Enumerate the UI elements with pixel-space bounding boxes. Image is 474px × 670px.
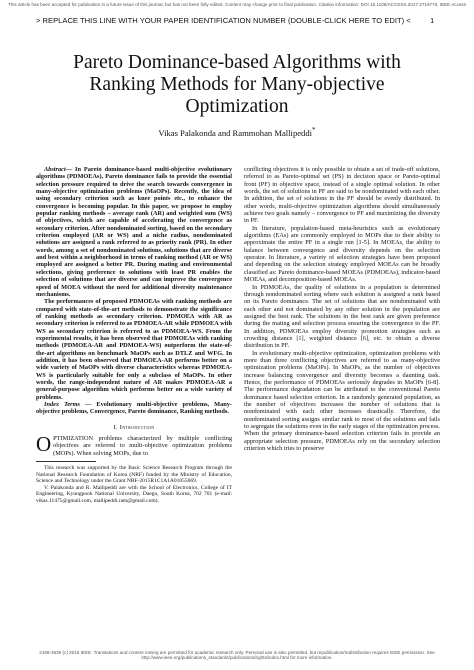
abstract <box>36 166 232 298</box>
footnote-divider <box>36 461 96 462</box>
paper-title: Pareto Dominance-based Algorithms with Ranking Methods for Many-objective Optimization <box>73 52 401 117</box>
index-terms-body: — Evolutionary multi-objective problems, Many-objective problems, Convergence, Pareto dominance, Ranking methods. <box>36 401 233 416</box>
paper-id-header[interactable]: > REPLACE THIS LINE WITH YOUR PAPER IDENTIFICATION NUMBER (DOUBLE-CLICK HERE TO EDIT) < <box>36 16 411 25</box>
body-paragraph: In literature, population-based meta-heuristics such as evolutionary algorithms (EAs) are commonly employed to MOPs due to their ability to approximate the entire PF in a single run [1-5]. In MOEAs, the ability to balance between convergence and diversity depends on the selection operator. In literature, a variety of selection strategies have been proposed and depending on the selection strategy employed MOEAs can be broadly classified as: Pareto dominance-based MOEAs (PDMOEAs), indicator-based MOEAs, and decomposition-based MOEAs. <box>244 224 440 284</box>
abstract-label: Abstract <box>44 166 66 173</box>
authors: Vikas Palakonda and Rammohan Mallipeddi <box>158 127 313 138</box>
drop-cap: O <box>36 432 52 457</box>
right-column <box>244 166 440 452</box>
footnote-funding: This research was supported by the Basic Science Research Program through the National Research Foundation of Korea (NRF) funded by the Ministry of Education, Science and Technology under the Grant NRF-2015R1C1A1A01055669. <box>36 465 232 485</box>
publication-notice: This article has been accepted for publication in a future issue of this journal, but has not been fully edited. Content may change prior to final publication. Citation information: DOI 10.1109/ACCESS.2017.2716779, IEEE Access <box>7 2 467 7</box>
intro-first-word: PTIMIZATION <box>53 435 94 443</box>
index-terms-label: Index Terms <box>44 401 80 408</box>
page-number: 1 <box>430 16 435 25</box>
index-terms <box>36 401 232 416</box>
body-paragraph: In evolutionary multi-objective optimization, optimization problems with more than three conflicting objectives are referred to as many-objective optimization problems (MaOPs). In MaOPs, as the number of objectives increase balancing convergence and diversity becomes a daunting task. Hence, the performance of PDMOEAs seriously degrades in MaOPs [6-8]. The performance degradation can be attributed to the conventional Pareto dominance based selection criterion. In a randomly generated population, as the number of objectives increases the number of solutions that is nondominated with each other increases drastically. Therefore, the nondominated sorting assigns similar rank to most of the solutions and fails to segregate the solutions even in the early stages of the optimization process. When the primary dominance-based selection criterion fails to provide an appropriate selection pressure, PDMOEAs rely on the secondary selection criterion which tries to preserve <box>244 349 440 453</box>
body-paragraph: conflicting objectives it is only possible to obtain a set of trade-off solutions, referred to as Pareto-optimal set (PS) in decision space or Pareto-optimal front (PF) in objective space, instead of a single optimal solution. In other words, the set of solutions in PF are said to be nondominated with each other. In addition, the set of solutions in the PF should be evenly distributed. In other words, multi-objective optimization algorithms should simultaneously achieve two goals namely – convergence to PF and maximizing the diversity in PF. <box>244 166 440 225</box>
author-footnote-mark: * <box>312 126 316 134</box>
section-heading-introduction: I. Introduction <box>113 423 155 431</box>
abstract-body: — In Pareto dominance-based multi-objective evolutionary algorithms (PDMOEAs), Pareto dominance fails to provide the essential selection pressure required to drive the search towards convergence in many-objective optimization problems (MaOPs). Recently, the idea of using secondary criterion such as knee points etc., to enhance the convergence is becoming popular. In this paper, we propose to employ popular ranking methods – average rank (AR) and weighted sum (WS) of objectives, which are capable of accelerating the convergence as secondary criterion. After nondominated sorting, based on the secondary criterion employed (AR or WS) and a niche radius, nondominated solutions are assigned a rank referred to as priority rank (PR). In other words, among a set of nondominated solutions, solutions that are diverse and best within a neighborhood in terms of ranking method (AR or WS) employed are assigned a better PR. During mating and environmental selections, giving preference to solutions with least PR enables the selection of solutions that are diverse and can improve the convergence speed of MOEA without the need for additional diversity maintenance mechanisms. <box>36 166 232 298</box>
copyright-footer: 2169-3536 (c) 2016 IEEE. Translations and content mining are permitted for academic research only. Personal use is also permitted, but republication/redistribution requires IEEE permission. See http://www.ieee.org/publications_standards/publications/rights/index.html for more information. <box>39 650 435 661</box>
abstract-body-2: The performances of proposed PDMOEAs with ranking methods are compared with state-of-the-art methods to demonstrate the significance of ranking methods as secondary criterion. PDMOEA with AR as secondary criterion is referred to as PDMOEA-AR while PDMOEA with WS as secondary criterion is referred to as PDMOEA-WS. From the experimental results, it has been observed that PDMOEAs with ranking methods (PDMOEA-AR and PDMOEA-WS) outperform the state-of-the-art algorithms on benchmark MaOPs such as DTLZ and WFG. In addition, it has been observed that PDMOEA-AR performs better on a wide variety of MaOPs with diverse characteristics whereas PDMOEA-WS is particularly suitable for only a subclass of MaOPs. In other words, the range-independent nature of AR makes PDMOEA-AR a general-purpose algorithm which performs better on a wide variety of problems. <box>36 298 232 401</box>
intro-first-text: problems characterized by multiple conflicting objectives are referred to multi-objective optimization problems (MOPs). When solving MOPs, due to <box>53 435 232 457</box>
footnote-affiliation: V. Palakonda and R. Mallipeddi are with the School of Electronics, College of IT Engineering, Kyungpook National University, Daegu, South Korea, 702 701 (e-mail: vikas.11475@gmail.com, mallipeddi.ram@gmail.com). <box>36 484 232 504</box>
left-column <box>36 166 232 504</box>
body-paragraph: In PDMOEAs, the quality of solutions in a population is determined through nondominated sorting where each solution is assigned a rank based on its Pareto dominance. The set of solutions that are nondominated with each other and not dominated by any other solution in the population are assigned the best rank. The solutions in the best rank are given preference during the mating and selection process ensuring the convergence to the PF. In addition, PDMOEAs employ diversity promotion strategies such as crowding distance [1], weighted distance [6], etc. to obtain a diverse distribution in PF. <box>244 283 440 350</box>
intro-first-paragraph <box>36 432 232 457</box>
author-line <box>40 126 434 138</box>
